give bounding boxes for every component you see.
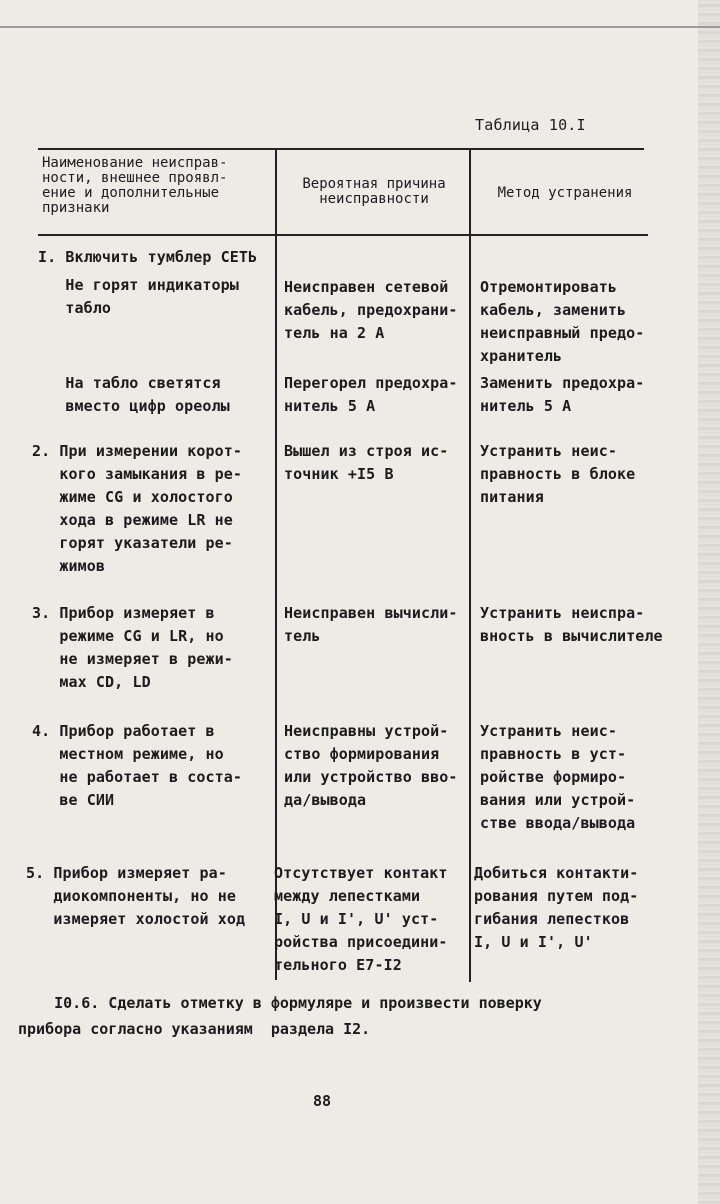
row-2-method: Устранить неис- правность в блоке питания bbox=[480, 442, 636, 506]
row-2-fault: 2. При измерении корот- кого замыкания в ре- жиме СG и холостого хода в режиме LR не горят указатели ре- жимов bbox=[32, 442, 243, 575]
row-1-fault: I. Включить тумблер СЕТЬ bbox=[38, 248, 258, 266]
row-3-method: Устранить неиспра- вность в вычислителе bbox=[480, 604, 663, 645]
header-method: Метод устранения bbox=[497, 185, 633, 201]
row-4-cause: Неисправны устрой- ство формирования или устройство вво- да/вывода bbox=[284, 722, 458, 809]
row-3-fault: 3. Прибор измеряет в режиме CG и LR, но не измеряет в режи- мах CD, LD bbox=[32, 604, 233, 691]
page-number: 88 bbox=[313, 1092, 332, 1110]
page-edge-noise bbox=[698, 0, 720, 1204]
table-header-border bbox=[38, 234, 648, 236]
row-5-fault: 5. Прибор измеряет ра- диокомпоненты, но не измеряет холостой ход bbox=[26, 864, 246, 928]
row-4-fault: 4. Прибор работает в местном режиме, но не работает в соста- ве СИИ bbox=[32, 722, 243, 809]
row-5-cause: Отсутствует контакт между лепестками I, U и I', U' уст- ройства присоедини- тельного Е7-I2 bbox=[274, 864, 448, 974]
row-1a-method: Отремонтировать кабель, заменить неисправный предо- хранитель bbox=[480, 278, 645, 365]
row-1a-cause: Неисправен сетевой кабель, предохрани- тель на 2 А bbox=[284, 278, 458, 342]
row-4-method: Устранить неис- правность в уст- ройстве формиро- вания или устрой- стве ввода/вывода bbox=[480, 722, 636, 832]
row-1b-method: Заменить предохра- нитель 5 А bbox=[480, 374, 645, 415]
row-1b-cause: Перегорел предохра- нитель 5 А bbox=[284, 374, 458, 415]
instruction-paragraph: I0.6. Сделать отметку в формуляре и произвести поверку прибора согласно указаниям раздела I2. bbox=[18, 994, 542, 1038]
row-1a-fault: Не горят индикаторы табло bbox=[65, 276, 239, 317]
row-2-cause: Вышел из строя ис- точник +I5 В bbox=[284, 442, 449, 483]
header-cause: Вероятная причина неисправности bbox=[302, 176, 446, 207]
table-caption: Таблица 10.I bbox=[475, 116, 586, 134]
table-top-border bbox=[38, 148, 644, 150]
column-divider-2 bbox=[469, 150, 471, 982]
row-3-cause: Неисправен вычисли- тель bbox=[284, 604, 458, 645]
column-divider-1 bbox=[275, 150, 277, 980]
header-fault: Наименование неисправ- ности, внешнее проявл- ение и дополнительные признаки bbox=[42, 155, 228, 216]
row-1b-fault: На табло светятся вместо цифр ореолы bbox=[65, 374, 230, 415]
row-5-method: Добиться контакти- рования путем под- гибания лепестков I, U и I', U' bbox=[474, 864, 639, 951]
top-rule bbox=[0, 26, 720, 28]
